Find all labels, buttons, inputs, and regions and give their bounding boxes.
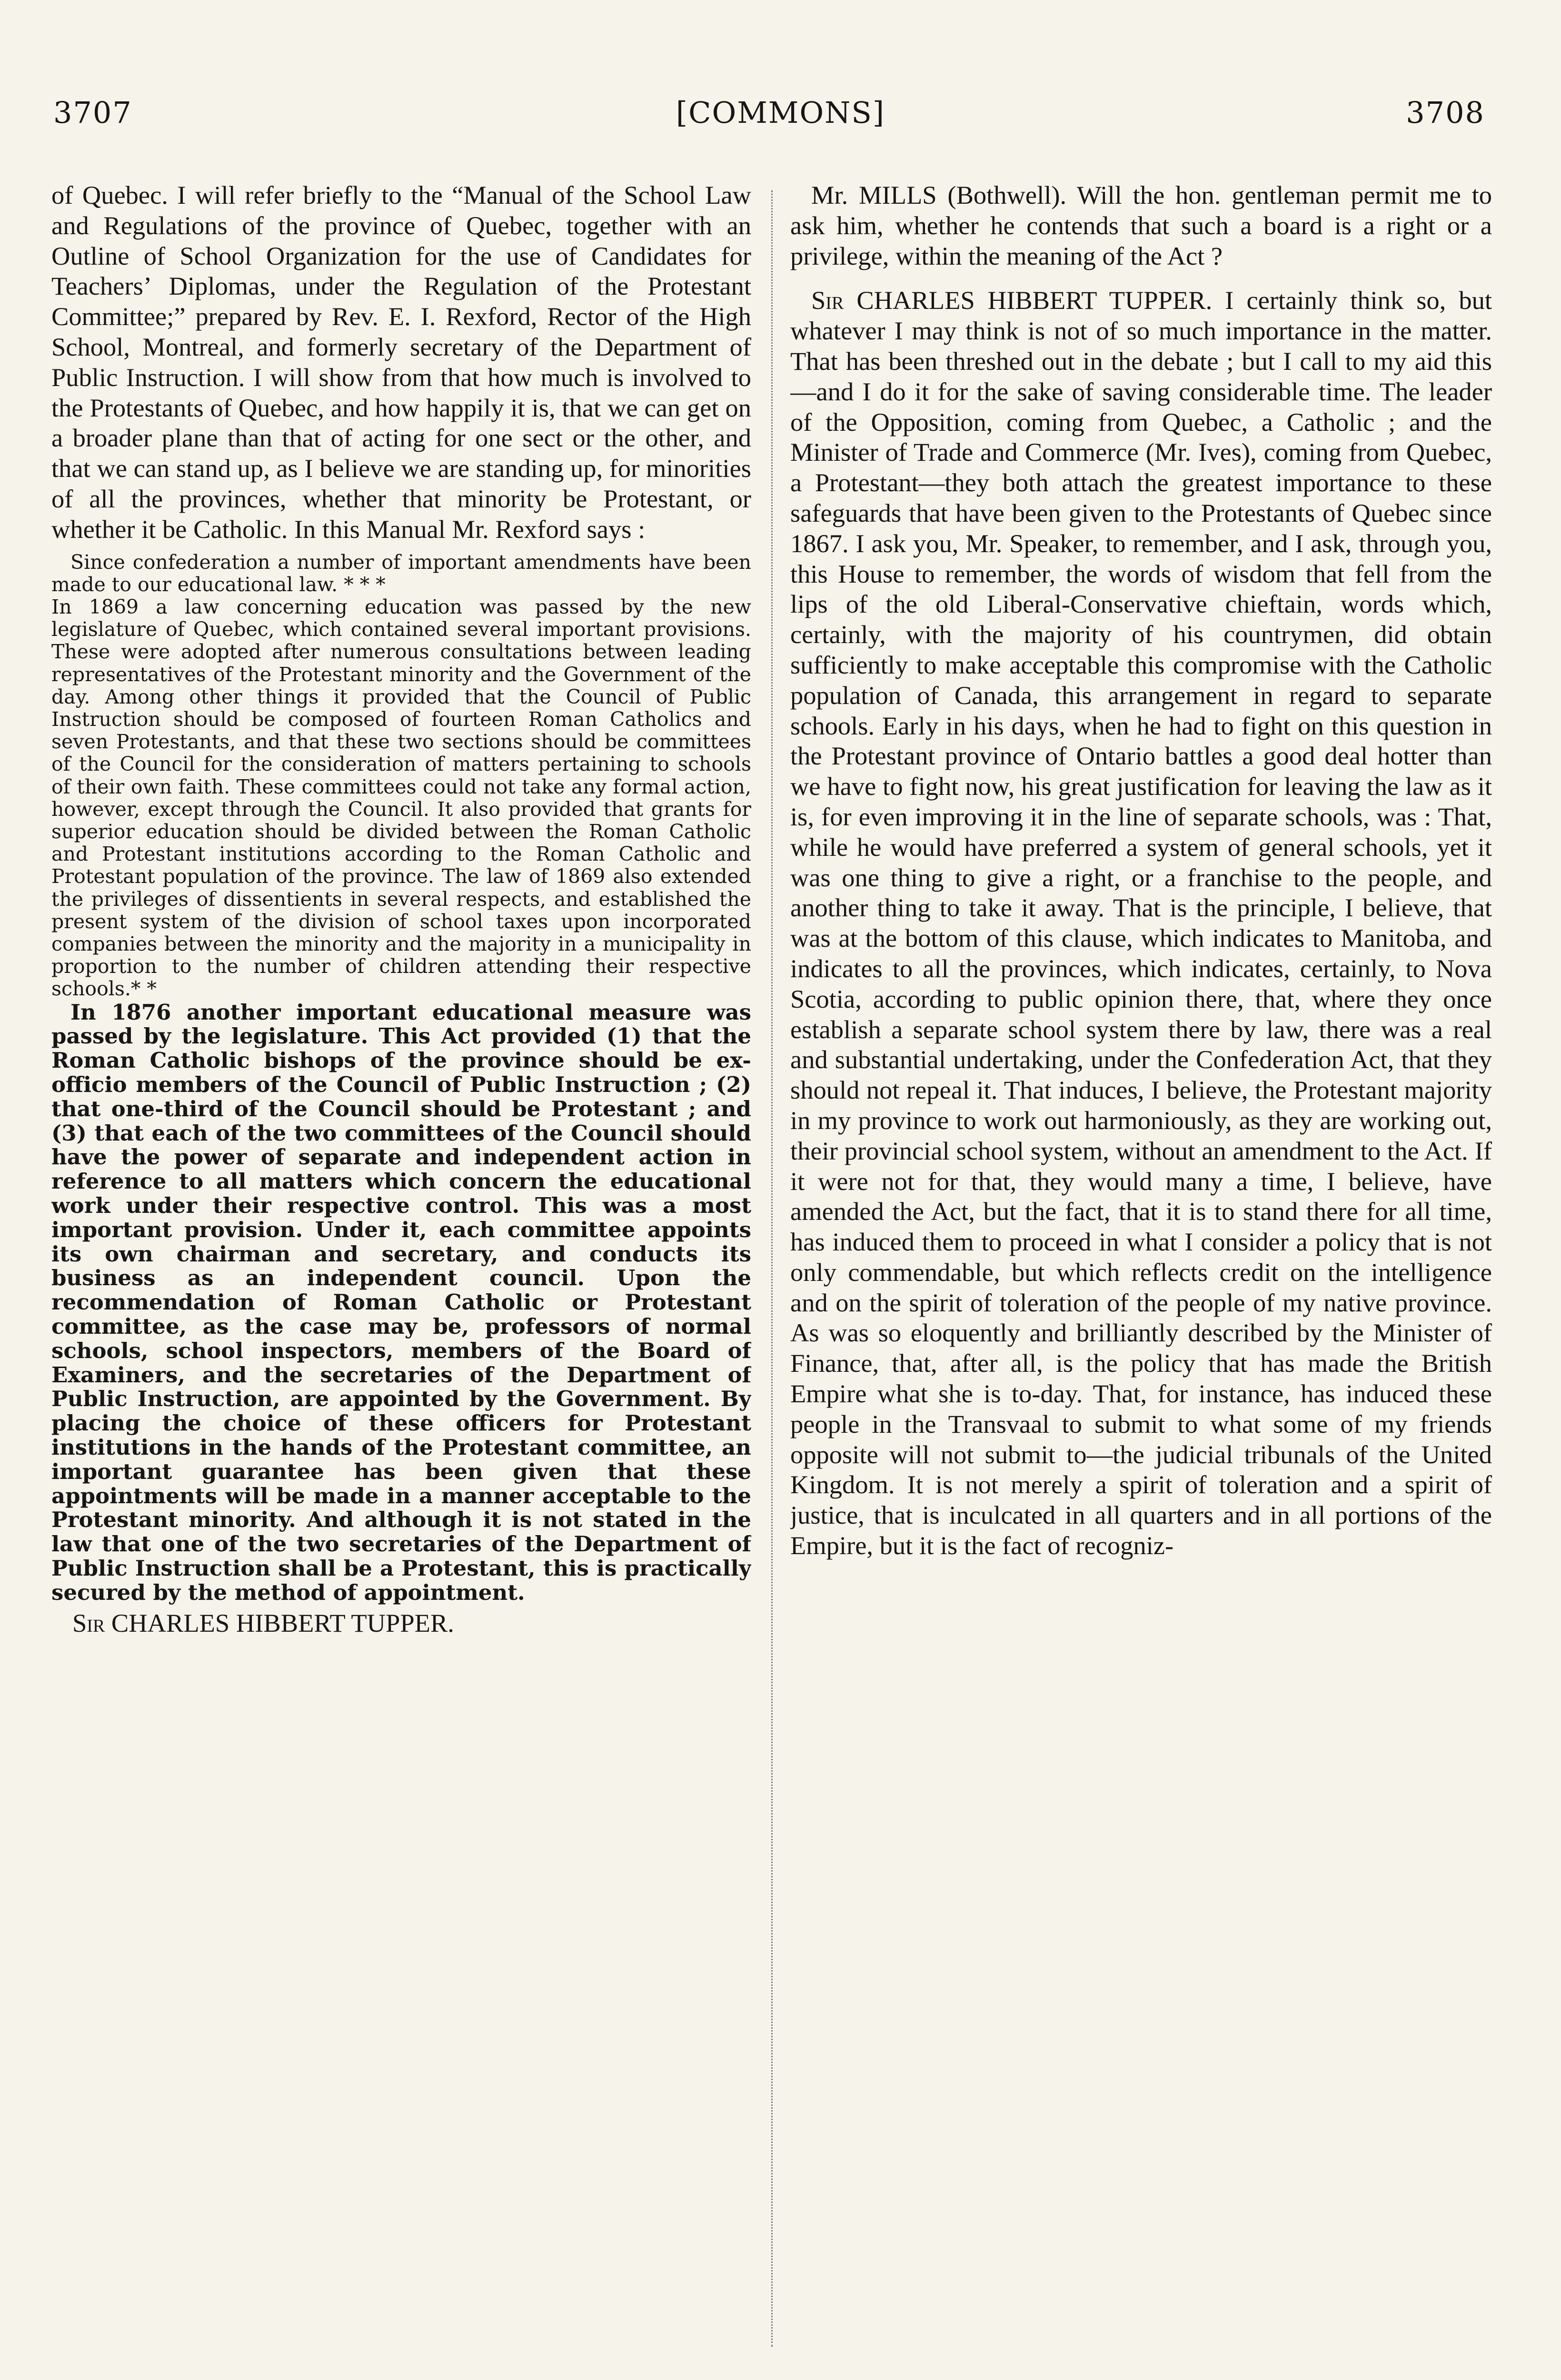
speaker-label: Sir CHARLES HIBBERT TUPPER. xyxy=(811,286,1213,315)
paragraph xyxy=(790,180,1492,271)
speech-text: Will the hon. gentleman permit me to ask him, whether he contends that such a board is a right or a privilege, within the meaning of the Act ? xyxy=(790,180,1492,270)
block-quote xyxy=(51,551,751,1605)
left-column xyxy=(51,180,751,2365)
quote-paragraph: Since confederation a number of important amendments have been made to our educational law. * * * xyxy=(51,550,751,596)
speaker-name xyxy=(51,1608,751,1638)
speech-text: I certainly think so, but whatever I may think is not of so much importance in the matter. That has been threshed out in the debate ; but I call to my aid this—and I do it for the sake of saving considerable time. The leader of the Opposition, coming from Quebec, a Catholic ; and the Minister of Trade and Commerce (Mr. Ives), coming from Quebec, a Protestant—they both attach the greatest importance to these safeguards that have been given to the Protestants of Quebec since 1867. I ask you, Mr. Speaker, to remember, and I ask, through you, this House to remember, the words of wisdom that fell from the lips of the old Liberal-Conservative chieftain, words which, certainly, with the majority of his countrymen, did obtain sufficiently to make acceptable this compromise with the Catholic population of Canada, this arrangement in regard to separate schools. Early in his days, when he had to fight on this question in the Protestant province of Ontario battles a good deal hotter than we have to fight now, his great justification for leaving the law as it is, for even improving it in the line of separate schools, was : That, while he would have preferred a system of general schools, yet it was one thing to give a right, or a franchise to the people, and another thing to take it away. That is the principle, I believe, that was at the bottom of this clause, which indicates to Manitoba, and indicates to all the provinces, which indicates, certainly, to Nova Scotia, according to public opinion there, that, where they once establish a separate school system there by law, there was a real and substantial undertaking, under the Confederation Act, that they should not repeal it. That induces, I believe, the Protestant majority in my province to work out harmoniously, as they are working out, their provincial school system, without an amendment to the Act. If it were not for that, they would many a time, I believe, have amended the Act, but the fact, that it is to stand there for all time, has induced them to proceed in what I consider a policy that is not only commendable, but which reflects credit on the intelligence and on the spirit of toleration of the people of my native province. As was so eloquently and brilliantly described by the Minister of Finance, that, after all, is the policy that has made the British Empire what she is to-day. That, for instance, has induced these people in the Transvaal to submit to what some of my friends opposite will not submit to—the judicial tribunals of the United Kingdom. It is not merely a spirit of toleration and a spirit of justice, that is inculcated in all quarters and in all portions of the Empire, but it is the fact of recogniz- xyxy=(790,286,1492,1560)
right-column xyxy=(790,180,1492,2365)
quote-paragraph: In 1869 a law concerning education was passed by the new legislature of Quebec, which contained several important provisions. These were adopted after numerous consultations between leading representatives of the Protestant minority and the Government of the day. Among other things it provided that the Council of Public Instruction should be composed of fourteen Roman Catholics and seven Protestants, and that these two sections should be committees of the Council for the consideration of matters pertaining to schools of their own faith. These committees could not take any formal action, however, except through the Council. It also provided that grants for superior education should be divided between the Roman Catholic and Protestant institutions according to the Roman Catholic and Protestant population of the province. The law of 1869 also extended the privileges of dissentients in several respects, and established the present system of the division of school taxes upon incorporated companies between the minority and the majority in a municipality in proportion to the number of children attending their respective schools.* * xyxy=(51,595,751,1001)
speaker-label: Mr. MILLS (Bothwell). xyxy=(811,180,1067,209)
page-number-left: 3707 xyxy=(53,95,132,130)
paragraph: of Quebec. I will refer briefly to the “Manual of the School Law and Regulations of the province of Quebec, together with an Outline of School Organization for the use of Candidates for Teachers’ Diplomas, under the Regulation of the Protestant Committee;” prepared by Rev. E. I. Rexford, Rector of the High School, Montreal, and formerly secretary of the Department of Public Instruction. I will show from that how much is involved to the Protestants of Quebec, and how happily it is, that we can get on a broader plane than that of acting for one sect or the other, and that we can stand up, as I believe we are standing up, for minorities of all the provinces, whether that minority be Protestant, or whether it be Catholic. In this Manual Mr. Rexford says : xyxy=(51,180,751,544)
page-number-right: 3708 xyxy=(1406,95,1485,130)
quote-paragraph: In 1876 another important educational measure was passed by the legislature. This Act provided (1) that the Roman Catholic bishops of the province should be ex-officio members of the Council of Public Instruction ; (2) that one-third of the Council should be Protestant ; and (3) that each of the two committees of the Council should have the power of separate and independent action in reference to all matters which concern the educational work under their respective control. This was a most important provision. Under it, each committee appoints its own chairman and secretary, and conducts its business as an independent council. Upon the recommendation of Roman Catholic or Protestant committee, as the case may be, professors of normal schools, school inspectors, members of the Board of Examiners, and the secretaries of the Department of Public Instruction, are appointed by the Government. By placing the choice of these officers for Protestant institutions in the hands of the Protestant committee, an important guarantee has been given that these appointments will be made in a manner acceptable to the Protestant minority. And although it is not stated in the law that one of the two secretaries of the Department of Public Instruction shall be a Protestant, this is practically secured by the method of appointment. xyxy=(51,999,751,1605)
column-divider xyxy=(771,190,773,2347)
paragraph xyxy=(790,285,1492,1560)
running-head: [COMMONS] xyxy=(676,95,885,130)
speaker-label: Sir CHARLES HIBBERT TUPPER. xyxy=(72,1608,454,1637)
